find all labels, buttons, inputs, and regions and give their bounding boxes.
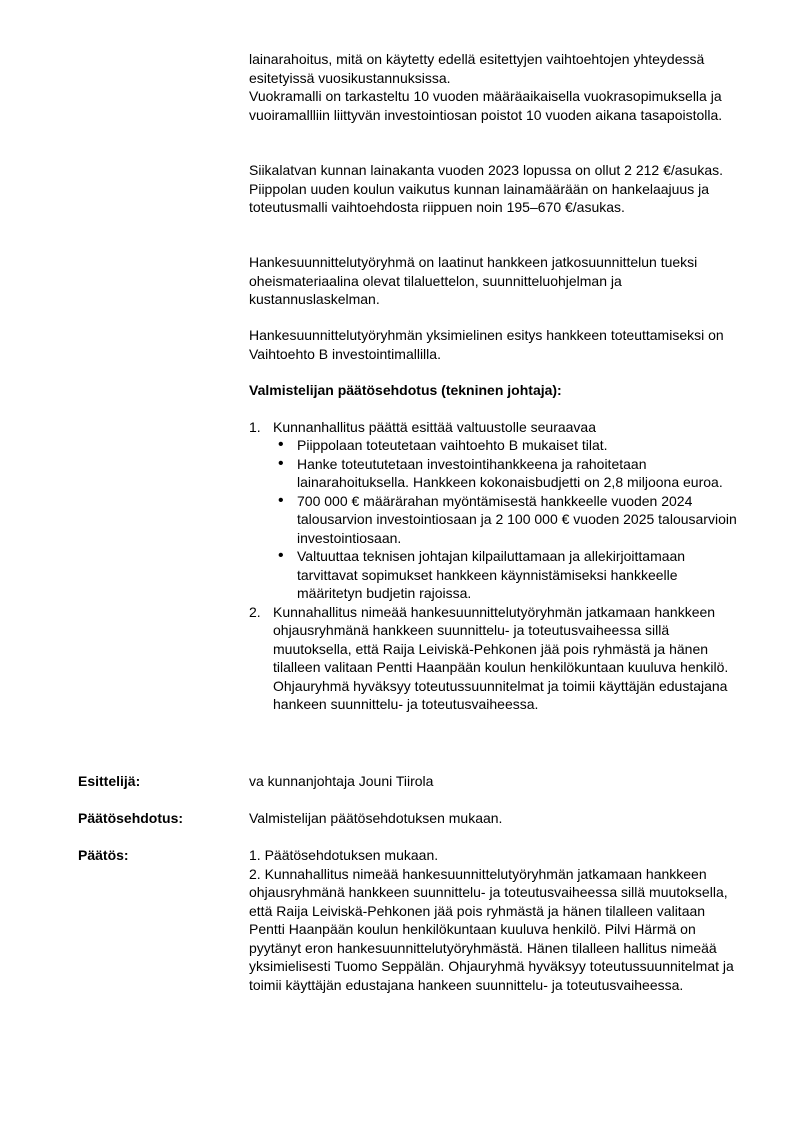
paatos-line-1: 1. Päätösehdotuksen mukaan. (249, 847, 439, 863)
proposal-item-2-text: Kunnahallitus nimeää hankesuunnittelutyöryhmän jatkamaan hankkeen ohjausryhmänä hankkeen suunnittelu- ja toteutusvaiheessa sillä muutoksella, että Raija Leiviskä-Pehkonen jää pois ryhmästä ja hänen tilalleen valitaan Pentti Haanpään koulun henkilökuntaan kuuluva henkilö. Ohjauryhmä hyväksyy toteutussuunnitelmat ja toimii käyttäjän edustajana hankeen suunnittelu- ja toteutusvaiheessa. (273, 603, 729, 712)
intro-block (249, 50, 739, 124)
intro-paragraph-4: Hankesuunnittelutyöryhmä on laatinut hankkeen jatkosuunnittelun tueksi oheismateriaalina olevat tilaluettelon, suunnitteluohjelman ja kustannuslaskelman. (249, 254, 698, 307)
esittelija-value: va kunnanjohtaja Jouni Tiirola (249, 773, 434, 789)
loan-paragraph (249, 161, 739, 217)
esittelija-label: Esittelijä: (78, 773, 141, 789)
proposal-item-2-number: 2. (249, 603, 261, 620)
proposal-bullet: • Valtuuttaa teknisen johtajan kilpailuttamaan ja allekirjoittamaan tarvittavat sopimukset hankkeen käynnistämiseksi hankkeelle määritetyn budjetin rajoissa. (273, 547, 739, 603)
proposal-list (249, 418, 739, 714)
intro-paragraph-2: Vuokramalli on tarkasteltu 10 vuoden määräaikaisella vuokrasopimuksella ja vuoiramallliin liittyvän investointiosan poistot 10 vuoden aikana tasapoistolla. (249, 88, 723, 123)
proposal-bullet-list (273, 436, 739, 603)
proposal-bullet: • Piippolaan toteutetaan vaihtoehto B mukaiset tilat. (273, 436, 739, 455)
proposal-item-1-number: 1. (249, 418, 261, 435)
paatos-block (249, 846, 739, 994)
paatosehdotus-label: Päätösehdotus: (78, 810, 184, 826)
proposal-bullet: • 700 000 € määrärahan myöntämisestä hankkeelle vuoden 2024 talousarvion investointiosaan ja 2 100 000 € vuoden 2025 talousarvioin investointiosaan. (273, 492, 739, 548)
recommendation-paragraph (249, 326, 739, 363)
paatosehdotus-value: Valmistelijan päätösehdotuksen mukaan. (249, 810, 503, 826)
proposal-item-1-text: Kunnanhallitus päättä esittää valtuustolle seuraavaa (273, 418, 596, 435)
proposal-item-1 (249, 418, 739, 603)
materials-paragraph (249, 253, 739, 309)
paatos-line-2: 2. Kunnahallitus nimeää hankesuunnittelutyöryhmän jatkamaan hankkeen ohjausryhmänä hankkeen suunnittelu- ja toteutusvaiheessa sillä muutoksella, että Raija Leiviskä-Pehkonen jää pois ryhmästä ja hänen tilalleen valitaan Pentti Haanpään koulun henkilökuntaan kuuluva henkilö. Pilvi Härmä on pyytänyt eron hankesuunnittelutyöryhmästä. Hänen tilalleen hallitus nimeää yksimielisesti Tuomo Seppälän. Ohjauryhmä hyväksyy toteutussuunnitelmat ja toimii käyttäjän edustajana hankeen suunnittelu- ja toteutusvaiheessa. (249, 865, 734, 993)
intro-paragraph-1: lainarahoitus, mitä on käytetty edellä esitettyjen vaihtoehtojen yhteydessä esitetyissä vuosikustannuksissa. (249, 51, 705, 86)
proposal-bullet: • Hanke toteututetaan investointihankkeena ja rahoitetaan lainarahoituksella. Hankkeen kokonaisbudjetti on 2,8 miljoona euroa. (273, 455, 739, 492)
proposal-item-2 (249, 603, 739, 714)
proposal-section (249, 381, 739, 714)
proposal-heading: Valmistelijan päätösehdotus (tekninen johtaja): (249, 382, 562, 398)
intro-paragraph-3: Siikalatvan kunnan lainakanta vuoden 2023 lopussa on ollut 2 212 €/asukas. Piippolan uuden koulun vaikutus kunnan lainamäärään on hankelaajuus ja toteutusmalli vaihtoehdosta riippuen noin 195–670 €/asukas. (249, 162, 724, 215)
paatos-label: Päätös: (78, 847, 129, 863)
intro-paragraph-5: Hankesuunnittelutyöryhmän yksimielinen esitys hankkeen toteuttamiseksi on Vaihtoehto B investointimallilla. (249, 327, 724, 362)
